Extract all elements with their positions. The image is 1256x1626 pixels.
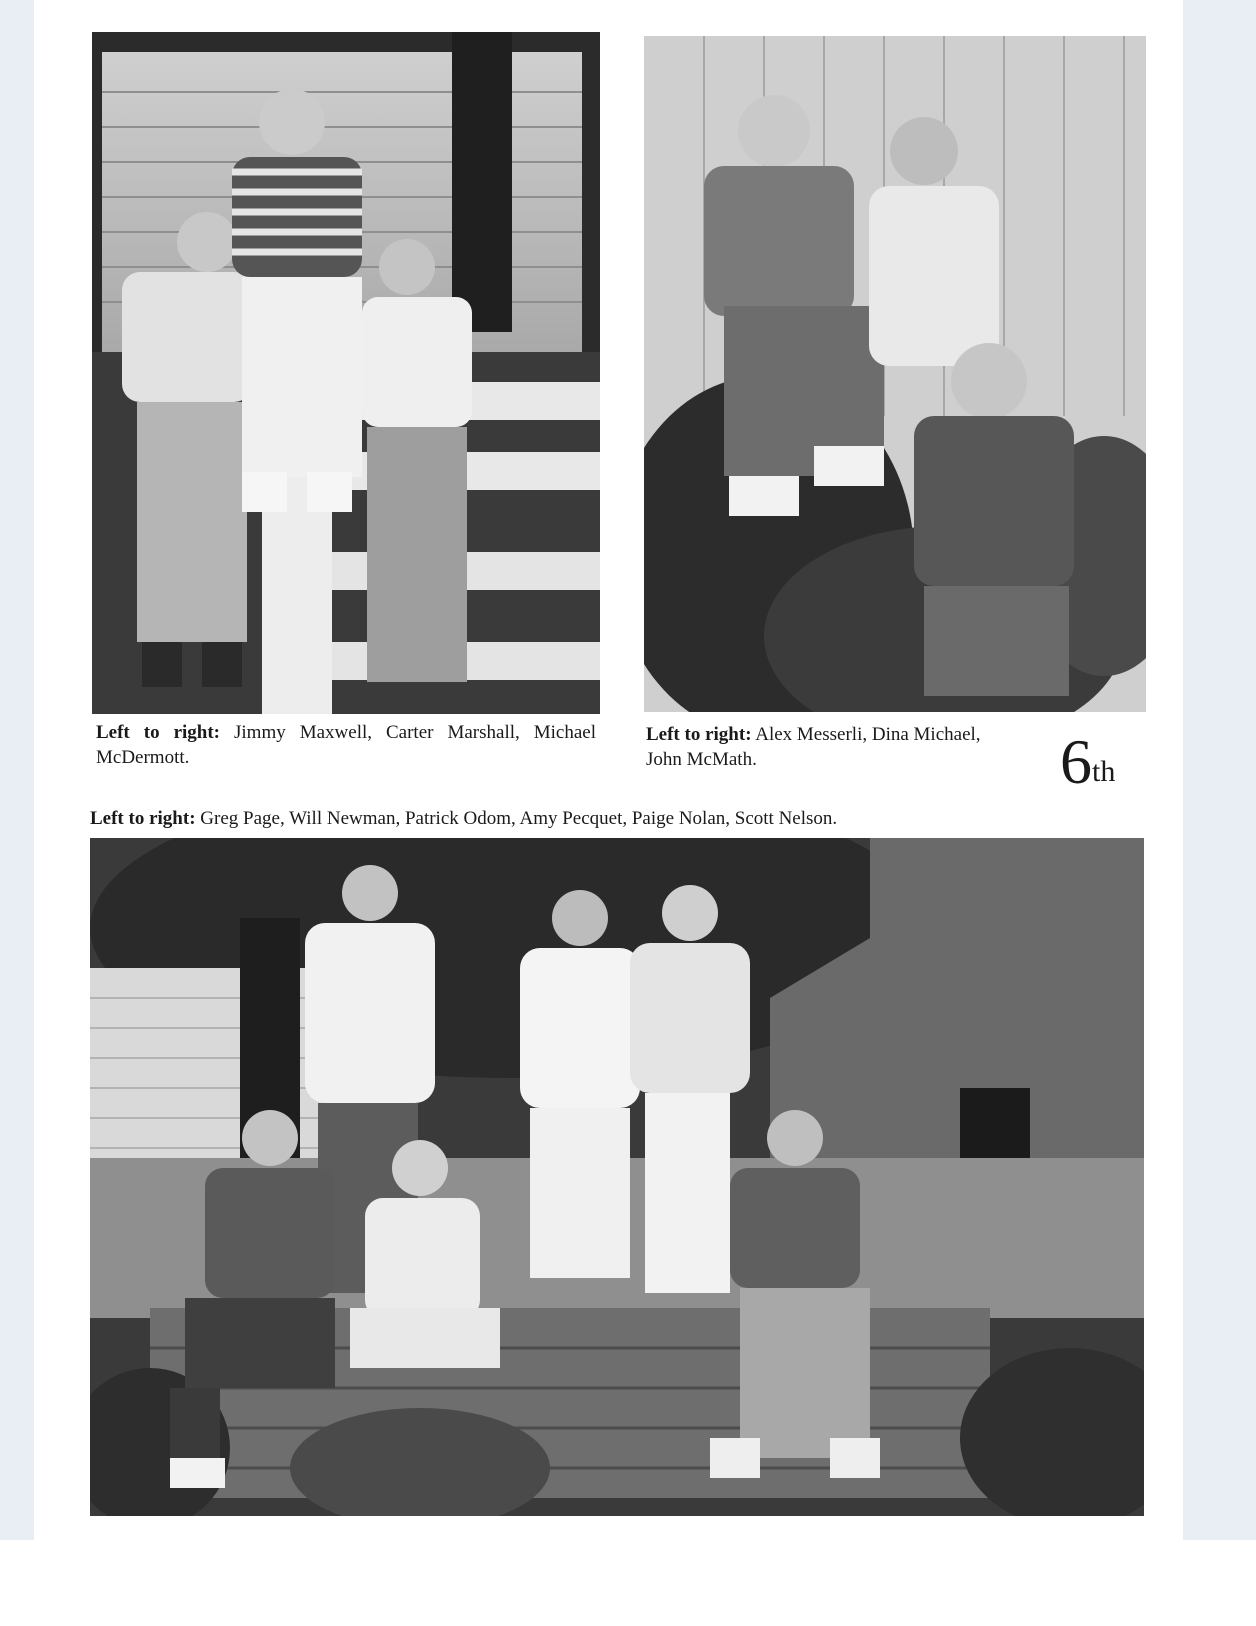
caption-bottom (90, 806, 1090, 831)
grade-number: 6 (1060, 726, 1092, 797)
grade-suffix: th (1092, 755, 1116, 788)
photo-top-left-illustration (92, 32, 600, 714)
grade-marker (1060, 726, 1116, 800)
photo-bottom-illustration (90, 838, 1144, 1516)
photo-top-right-illustration (644, 36, 1146, 712)
caption-top-right (646, 722, 1006, 772)
caption-top-left (96, 720, 596, 770)
caption-names: Jimmy Maxwell, Carter Marshall, Michael McDermott. (96, 722, 596, 768)
caption-lead: Left to right: (90, 808, 196, 829)
photo-three-boys-by-fence (92, 32, 600, 714)
caption-names: Alex Messerli, Dina Michael, John McMath. (646, 724, 981, 770)
scan-edge-right (1183, 0, 1256, 1540)
photo-six-kids-on-bench (90, 838, 1144, 1516)
scan-edge-left (0, 0, 34, 1540)
caption-lead: Left to right: (96, 722, 220, 743)
caption-lead: Left to right: (646, 724, 752, 745)
caption-names: Greg Page, Will Newman, Patrick Odom, Amy Pecquet, Paige Nolan, Scott Nelson. (200, 808, 838, 829)
photo-three-kids-on-rocks (644, 36, 1146, 712)
